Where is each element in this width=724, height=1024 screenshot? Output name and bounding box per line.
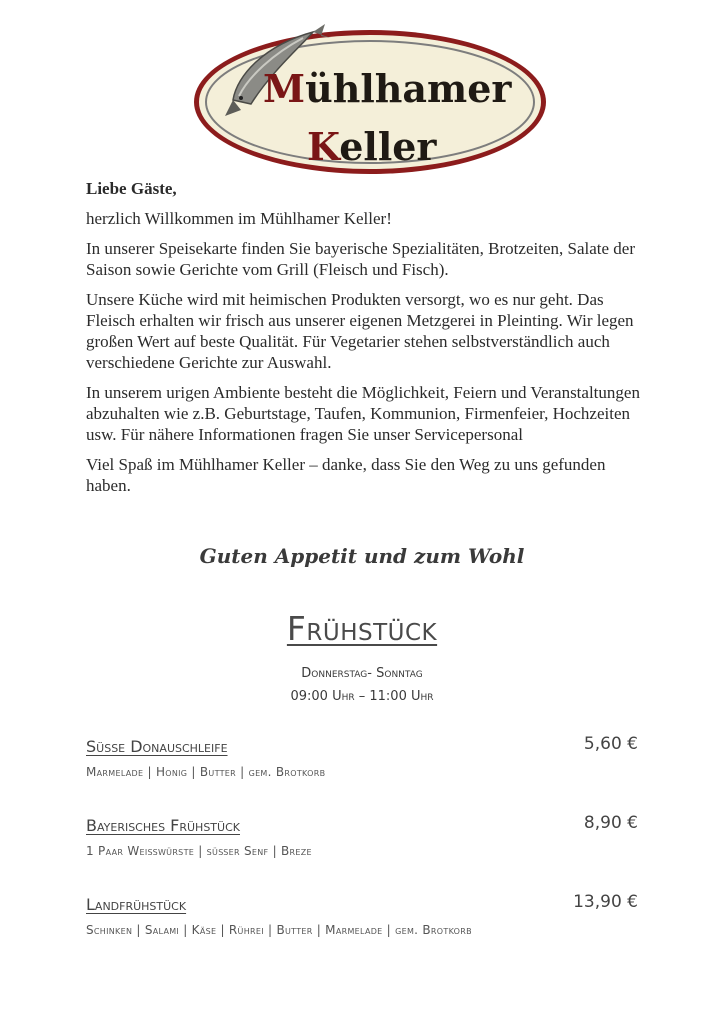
menu-hours: 09:00 Uhr – 11:00 Uhr bbox=[290, 689, 434, 704]
logo-initial-k: K bbox=[307, 124, 340, 169]
svg-text:Keller bbox=[307, 124, 437, 169]
menu-item-description: 1 Paar Weißwürste | süßer Senf | Breze bbox=[86, 844, 312, 858]
intro-paragraph-4: Viel Spaß im Mühlhamer Keller – danke, dass Sie den Weg zu uns gefunden haben. bbox=[86, 455, 606, 495]
svg-text:Mühlhamer bbox=[263, 66, 512, 111]
menu-item-price: 8,90 € bbox=[583, 813, 638, 833]
menu-item bbox=[86, 892, 638, 937]
menu-item-name: Süße Donauschleife bbox=[86, 737, 228, 756]
menu-item-price: 13,90 € bbox=[573, 892, 638, 912]
logo-initial-m: M bbox=[263, 66, 306, 111]
menu-item-description: Marmelade | Honig | Butter | gem. Brotkorb bbox=[86, 765, 326, 779]
menu-item-name: Bayerisches Frühstück bbox=[86, 816, 240, 835]
menu-item bbox=[86, 813, 638, 858]
welcome-line: herzlich Willkommen im Mühlhamer Keller! bbox=[86, 209, 392, 228]
menu-item-price: 5,60 € bbox=[583, 734, 638, 754]
intro-paragraph-1: In unserer Speisekarte finden Sie bayerische Spezialitäten, Brotzeiten, Salate der Saison sowie Gerichte vom Grill (Fleisch und Fisch). bbox=[86, 239, 635, 279]
menu-item-name: Landfrühstück bbox=[86, 895, 187, 914]
menu-days: Donnerstag- Sonntag bbox=[301, 666, 423, 681]
closing-line: Guten Appetit und zum Wohl bbox=[199, 544, 525, 568]
menu-section-title: Frühstück bbox=[286, 609, 438, 648]
logo-word-muehlhamer: ühlhamer bbox=[305, 66, 512, 111]
intro-paragraph-3: In unserem urigen Ambiente besteht die Möglichkeit, Feiern und Veranstaltungen abzuhalten wie z.B. Geburtstage, Taufen, Kommunion, Firmenfeier, Hochzeiten usw. Für nähere Informationen fragen Sie unser Servicepersonal bbox=[86, 383, 640, 444]
restaurant-logo bbox=[175, 20, 555, 180]
greeting: Liebe Gäste, bbox=[86, 179, 177, 198]
intro-text bbox=[86, 178, 646, 505]
intro-paragraph-2: Unsere Küche wird mit heimischen Produkten versorgt, wo es nur geht. Das Fleisch erhalten wir frisch aus unserer eigenen Metzgerei in Pleinting. Wir legen großen Wert auf beste Qualität. Für Vegetarier stehen selbstverständlich auch verschiedene Gerichte zur Auswahl. bbox=[86, 290, 634, 372]
menu-item-description: Schinken | Salami | Käse | Rührei | Butter | Marmelade | gem. Brotkorb bbox=[86, 923, 472, 937]
logo-word-keller: eller bbox=[339, 124, 437, 169]
menu-item bbox=[86, 734, 638, 779]
